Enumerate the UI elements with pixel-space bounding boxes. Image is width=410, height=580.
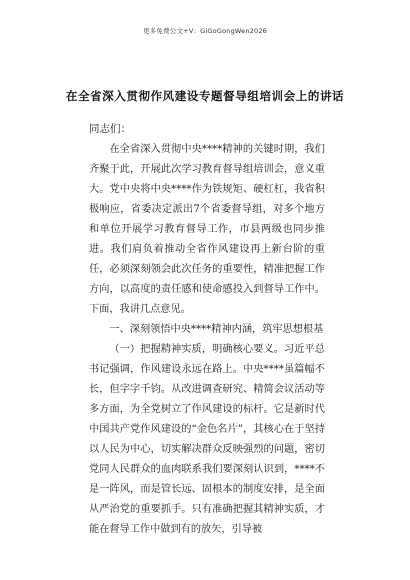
document-body <box>89 140 325 540</box>
document-title: 在全省深入贯彻作风建设专题督导组培训会上的讲话 <box>65 89 345 103</box>
paragraph-section-1-1: （一）把握精神实质，明确核心要义。习近平总书记强调，作风建设永远在路上。中央****虽篇幅不长，但字字千钧。从改进调查研究、精简会议活动等多方面，为全党树立了作风建设的标杆。它是新时代中国共产党作风建设的“金色名片”，其核心在于坚持以人民为中心，切实解决群众反映强烈的问题，密切党同人民群众的血肉联系我们要深刻认识到，****不是一阵风，而是管长远、固根本的制度安排，是全面从严治党的重要抓手。只有准确把握其精神实质，才能在督导工作中做到有的放矢，引导被 <box>89 344 325 535</box>
section-heading: 一、深刻领悟中央****精神内涵，筑牢思想根基 <box>109 324 324 335</box>
salutation: 同志们： <box>89 123 131 135</box>
watermark-header: 更多免费公文+V：GiGoGongWen2026 <box>142 27 267 35</box>
paragraph-intro: 在全省深入贯彻中央****精神的关键时期，我们齐聚于此，开展此次学习教育督导组培训会，意义重大。党中央将中央****作为铁规矩、硬杠杠，我省积极响应，省委决定派出7个省委督导组，对多个地方和单位开展学习教育督导工作，市县两级也同步推进。我们肩负着推动全省作风建设再上新台阶的重任，必须深刻领会此次任务的重要性，精准把握工作方向，以高度的责任感和使命感投入到督导工作中。下面，我讲几点意见。 <box>89 144 325 315</box>
